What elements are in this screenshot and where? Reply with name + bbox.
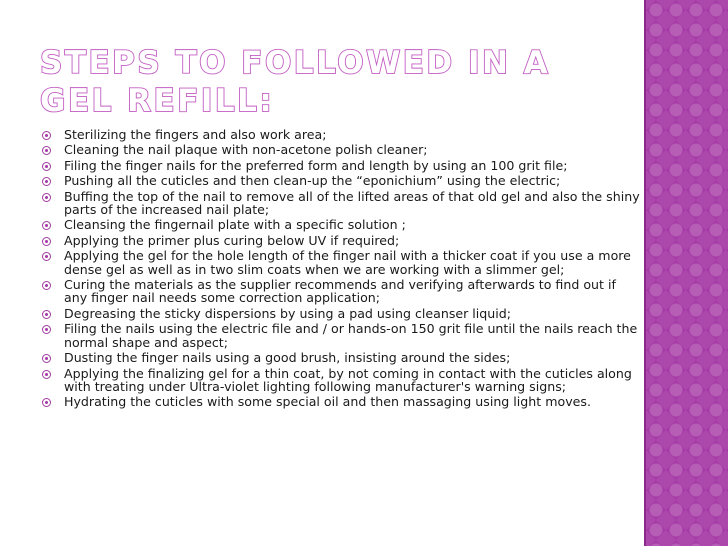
list-item-text: Filing the finger nails for the preferred form and length by using an 100 grit file; [64,157,568,173]
list-item-text: Curing the materials as the supplier recommends and verifying afterwards to find out if any finger nail needs some correction application; [64,277,616,306]
list-item-text: Applying the finalizing gel for a thin coat, by not coming in contact with the cuticles along with treating under Ultra-violet lighting following manufacturer's warning signs; [64,365,632,394]
circle-bullet-icon [42,310,51,319]
list-item-text: Applying the primer plus curing below UV if required; [64,232,400,248]
circle-bullet-icon [42,281,51,290]
circle-bullet-icon [42,131,51,140]
list-item [40,143,640,156]
list-item [40,367,640,394]
circle-bullet-icon [42,237,51,246]
circle-bullet-icon [42,162,51,171]
list-item [40,322,640,349]
list-item [40,174,640,187]
list-item-text: Applying the gel for the hole length of the finger nail with a thicker coat if you use a more dense gel as well as in two slim coats when we are working with a slimmer gel; [64,248,631,277]
list-item [40,128,640,141]
circle-bullet-icon [42,221,51,230]
list-item [40,395,640,408]
circle-bullet-icon [42,193,51,202]
list-item-text: Filing the nails using the electric file and / or hands-on 150 grit file until the nails reach the normal shape and aspect; [64,321,638,350]
list-item-text: Buffing the top of the nail to remove all of the lifted areas of that old gel and also the shiny parts of the increased nail plate; [64,188,640,218]
list-item [40,234,640,247]
bullet-list [40,128,640,411]
list-item [40,278,640,305]
circle-bullet-icon [42,354,51,363]
circle-bullet-icon [42,177,51,186]
circle-bullet-icon [42,252,51,261]
circle-bullet-icon [42,325,51,334]
list-item [40,218,640,231]
list-item [40,249,640,276]
list-item-text: Sterilizing the fingers and also work area; [64,127,327,142]
circle-bullet-icon [42,398,51,407]
list-item-text: Hydrating the cuticles with some special oil and then massaging using light moves. [64,394,591,410]
list-item-text: Degreasing the sticky dispersions by using a pad using cleanser liquid; [64,305,512,321]
list-item [40,351,640,364]
list-item-text: Dusting the finger nails using a good brush, insisting around the sides; [64,350,511,366]
list-item-text: Pushing all the cuticles and then clean-up the “eponichium” using the electric; [64,173,561,189]
slide-title: STEPS TO FOLLOWED IN A GEL REFILL: [40,45,551,119]
circle-bullet-icon [42,146,51,155]
list-item [40,190,640,217]
decorative-side-panel [646,0,728,546]
list-item [40,159,640,172]
list-item-text: Cleansing the fingernail plate with a specific solution ; [64,217,406,233]
circle-bullet-icon [42,370,51,379]
list-item [40,307,640,320]
list-item-text: Cleaning the nail plaque with non-acetone polish cleaner; [64,142,428,158]
